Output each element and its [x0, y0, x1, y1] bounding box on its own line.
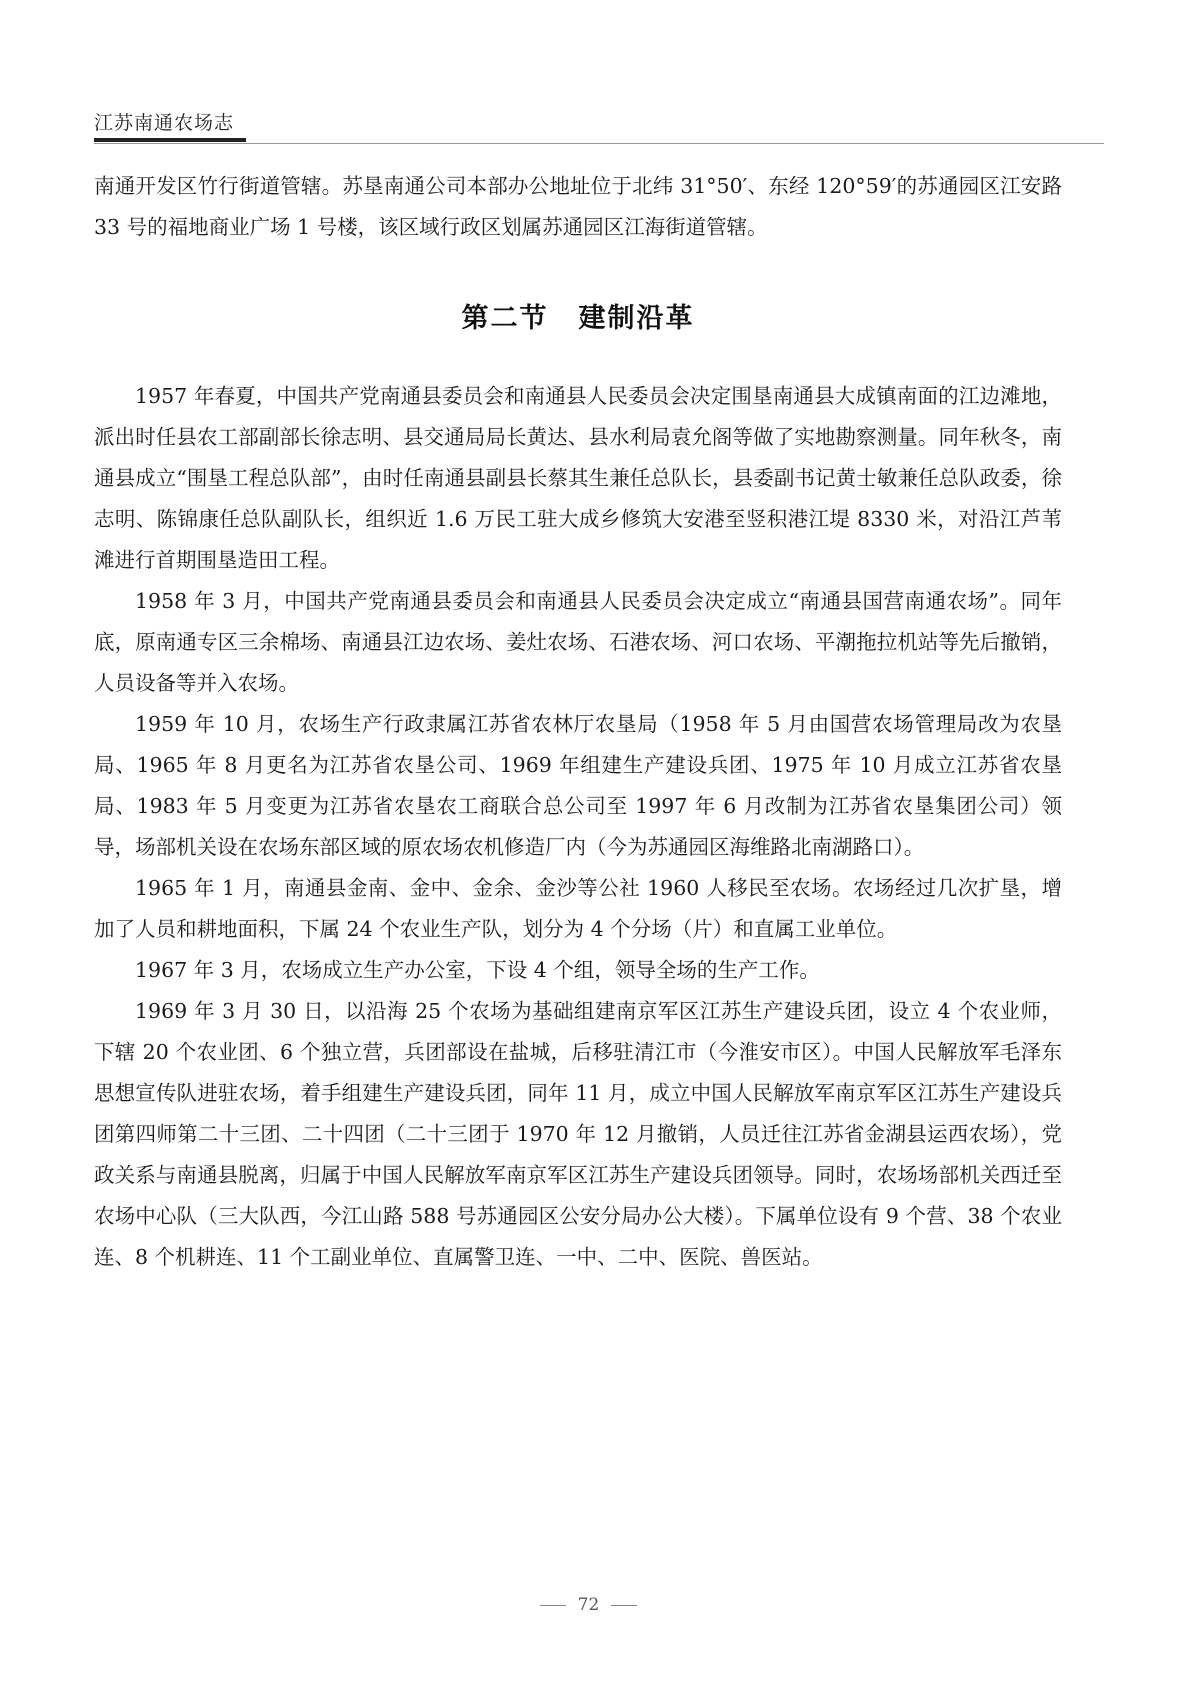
- running-header: 江苏南通农场志: [94, 112, 235, 134]
- section-number: 第二节: [461, 303, 549, 334]
- paragraph-1967: 1967 年 3 月，农场成立生产办公室，下设 4 个组，领导全场的生产工作。: [135, 958, 820, 982]
- paragraph-1965: 1965 年 1 月，南通县金南、金中、金余、金沙等公社 1960 人移民至农场。农场经过几次扩垦，增加了人员和耕地面积，下属 24 个农业生产队，划分为 4 个分场（片）和直属工业单位。: [94, 876, 1062, 941]
- paragraph-1959: 1959 年 10 月，农场生产行政隶属江苏省农林厅农垦局（1958 年 5 月由国营农场管理局改为农垦局、1965 年 8 月更名为江苏省农垦公司、1969 年组建生产建设兵团、1975 年 10 月成立江苏省农垦局、1983 年 5 月变更为江苏省农垦农工商联合总公司至 1997 年 6 月改制为江苏省农垦集团公司）领导，场部机关设在农场东部区域的原农场农机修造厂内（今为苏通园区海维路北南湖路口）。: [94, 712, 1062, 859]
- paragraph-1957: 1957 年春夏，中国共产党南通县委员会和南通县人民委员会决定围垦南通县大成镇南面的江边滩地，派出时任县农工部副部长徐志明、县交通局局长黄达、县水利局袁允阁等做了实地勘察测量。同年秋冬，南通县成立“围垦工程总队部”，由时任南通县副县长蔡其生兼任总队长，县委副书记黄士敏兼任总队政委，徐志明、陈锦康任总队副队长，组织近 1.6 万民工驻大成乡修筑大安港至竖积港江堤 8330 米，对沿江芦苇滩进行首期围垦造田工程。: [94, 384, 1062, 572]
- header-rule-thin: [94, 143, 1104, 144]
- intro-text: [94, 166, 1062, 248]
- paragraph-1958: 1958 年 3 月，中国共产党南通县委员会和南通县人民委员会决定成立“南通县国营南通农场”。同年底，原南通专区三余棉场、南通县江边农场、姜灶农场、石港农场、河口农场、平潮拖拉机站等先后撤销，人员设备等并入农场。: [94, 589, 1062, 695]
- page-footer: [0, 1595, 1177, 1615]
- page-dash-left: [540, 1605, 566, 1606]
- intro-paragraph: 南通开发区竹行街道管辖。苏垦南通公司本部办公地址位于北纬 31°50′、东经 120°59′的苏通园区江安路 33 号的福地商业广场 1 号楼，该区域行政区划属苏通园区江海街道管辖。: [94, 174, 1062, 239]
- header-rule-thick: [94, 138, 246, 142]
- page-number: 72: [577, 1595, 600, 1615]
- section-heading: 建制沿革: [578, 303, 695, 334]
- main-text: [94, 376, 1062, 1278]
- section-title: [94, 296, 1062, 335]
- page-dash-right: [611, 1605, 637, 1606]
- paragraph-1969: 1969 年 3 月 30 日，以沿海 25 个农场为基础组建南京军区江苏生产建设兵团，设立 4 个农业师，下辖 20 个农业团、6 个独立营，兵团部设在盐城，后移驻清江市（今淮安市区）。中国人民解放军毛泽东思想宣传队进驻农场，着手组建生产建设兵团，同年 11 月，成立中国人民解放军南京军区江苏生产建设兵团第四师第二十三团、二十四团（二十三团于 1970 年 12 月撤销，人员迁往江苏省金湖县运西农场），党政关系与南通县脱离，归属于中国人民解放军南京军区江苏生产建设兵团领导。同时，农场场部机关西迁至农场中心队（三大队西，今江山路 588 号苏通园区公安分局办公大楼）。下属单位设有 9 个营、38 个农业连、8 个机耕连、11 个工副业单位、直属警卫连、一中、二中、医院、兽医站。: [94, 999, 1062, 1269]
